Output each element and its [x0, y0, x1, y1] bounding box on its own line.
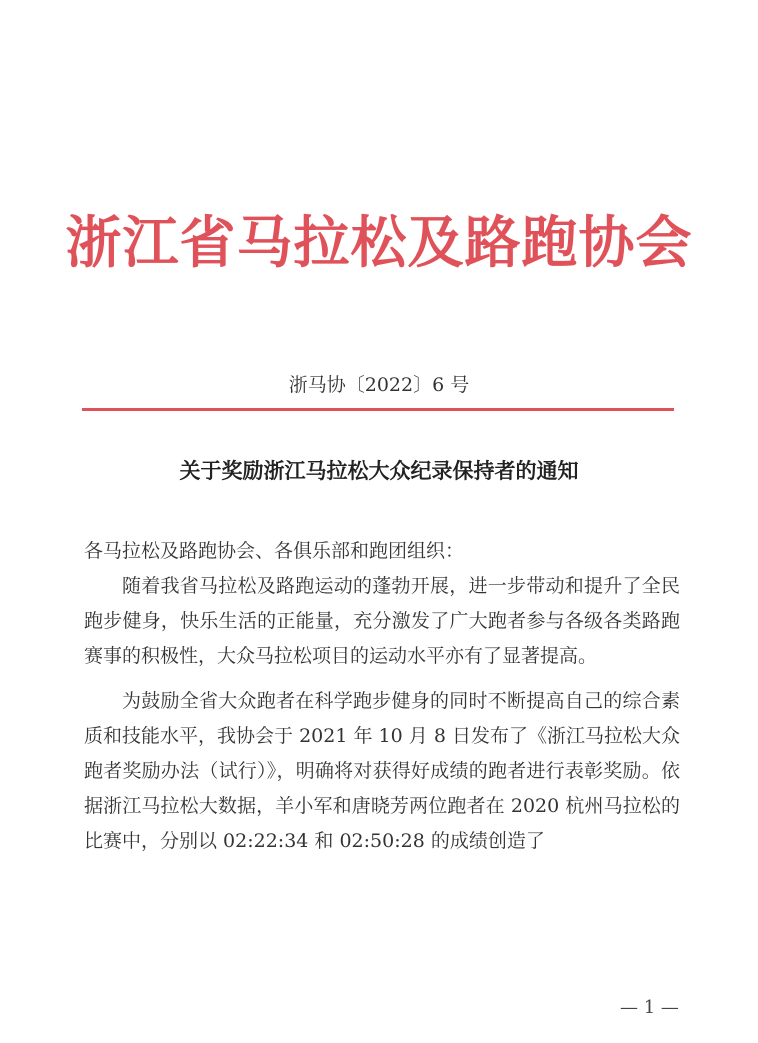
red-divider-line — [82, 408, 674, 411]
organization-masthead: 浙江省马拉松及路跑协会 — [65, 210, 693, 276]
document-body — [84, 534, 680, 859]
document-number: 浙马协〔2022〕6 号 — [288, 374, 470, 396]
body-paragraph-1: 随着我省马拉松及路跑运动的蓬勃开展，进一步带动和提升了全民跑步健身，快乐生活的正能量，充分激发了广大跑者参与各级各类路跑赛事的积极性，大众马拉松项目的运动水平亦有了显著提高。 — [84, 575, 680, 667]
document-title: 关于奖励浙江马拉松大众纪录保持者的通知 — [179, 458, 579, 483]
salutation: 各马拉松及路跑协会、各俱乐部和跑团组织： — [84, 540, 465, 562]
page-number: — 1 — — [620, 997, 679, 1018]
body-paragraph-2: 为鼓励全省大众跑者在科学跑步健身的同时不断提高自己的综合素质和技能水平，我协会于 2021 年 10 月 8 日发布了《浙江马拉松大众跑者奖励办法（试行）》，明确将对获得好成绩的跑者进行表彰奖励。依据浙江马拉松大数据，羊小军和唐晓芳两位跑者在 2020 杭州马拉松的比赛中，分别以 02:22:34 和 02:50:28 的成绩创造了 — [84, 690, 680, 852]
